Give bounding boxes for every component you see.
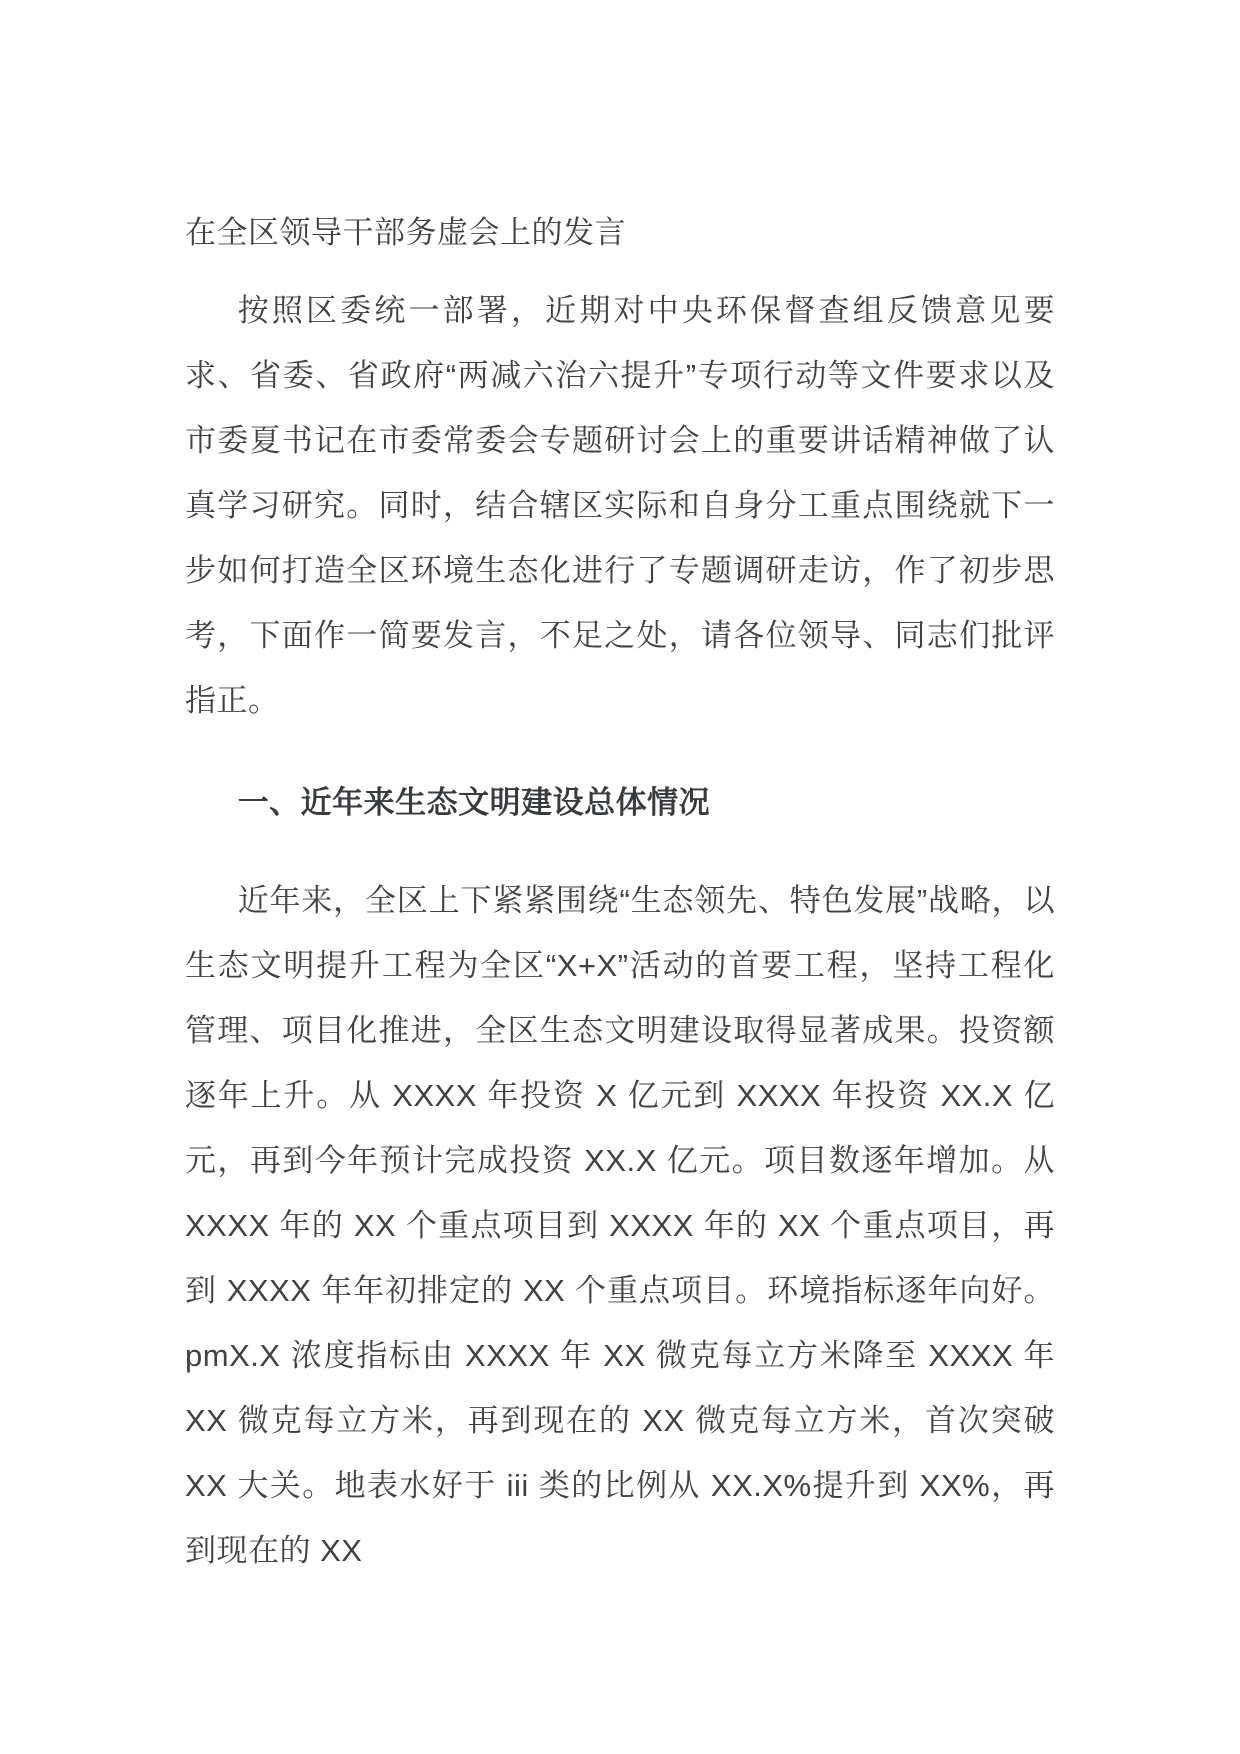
section-1-paragraph: 近年来，全区上下紧紧围绕“生态领先、特色发展”战略，以生态文明提升工程为全区“X+X”活动的首要工程，坚持工程化管理、项目化推进，全区生态文明建设取得显著成果。投资额逐年上升。从 XXXX 年投资 X 亿元到 XXXX 年投资 XX.X 亿元，再到今年预计完成投资 XX.X 亿元。项目数逐年增加。从 XXXX 年的 XX 个重点项目到 XXXX 年的 XX 个重点项目，再到 XXXX 年年初排定的 XX 个重点项目。环境指标逐年向好。pmX.X 浓度指标由 XXXX 年 XX 微克每立方米降至 XXXX 年 XX 微克每立方米，再到现在的 XX 微克每立方米，首次突破 XX 大关。地表水好于 iii 类的比例从 XX.X%提升到 XX%，再到现在的 XX — [185, 883, 1055, 1568]
document-title: 在全区领导干部务虚会上的发言 — [185, 215, 626, 250]
document-body — [185, 0, 1055, 1583]
section-1-heading: 一、近年来生态文明建设总体情况 — [237, 785, 711, 820]
intro-paragraph: 按照区委统一部署，近期对中央环保督查组反馈意见要求、省委、省政府“两减六治六提升”专项行动等文件要求以及市委夏书记在市委常委会专题研讨会上的重要讲话精神做了认真学习研究。同时，结合辖区实际和自身分工重点围绕就下一步如何打造全区环境生态化进行了专题调研走访，作了初步思考，下面作一简要发言，不足之处，请各位领导、同志们批评指正。 — [185, 293, 1055, 718]
